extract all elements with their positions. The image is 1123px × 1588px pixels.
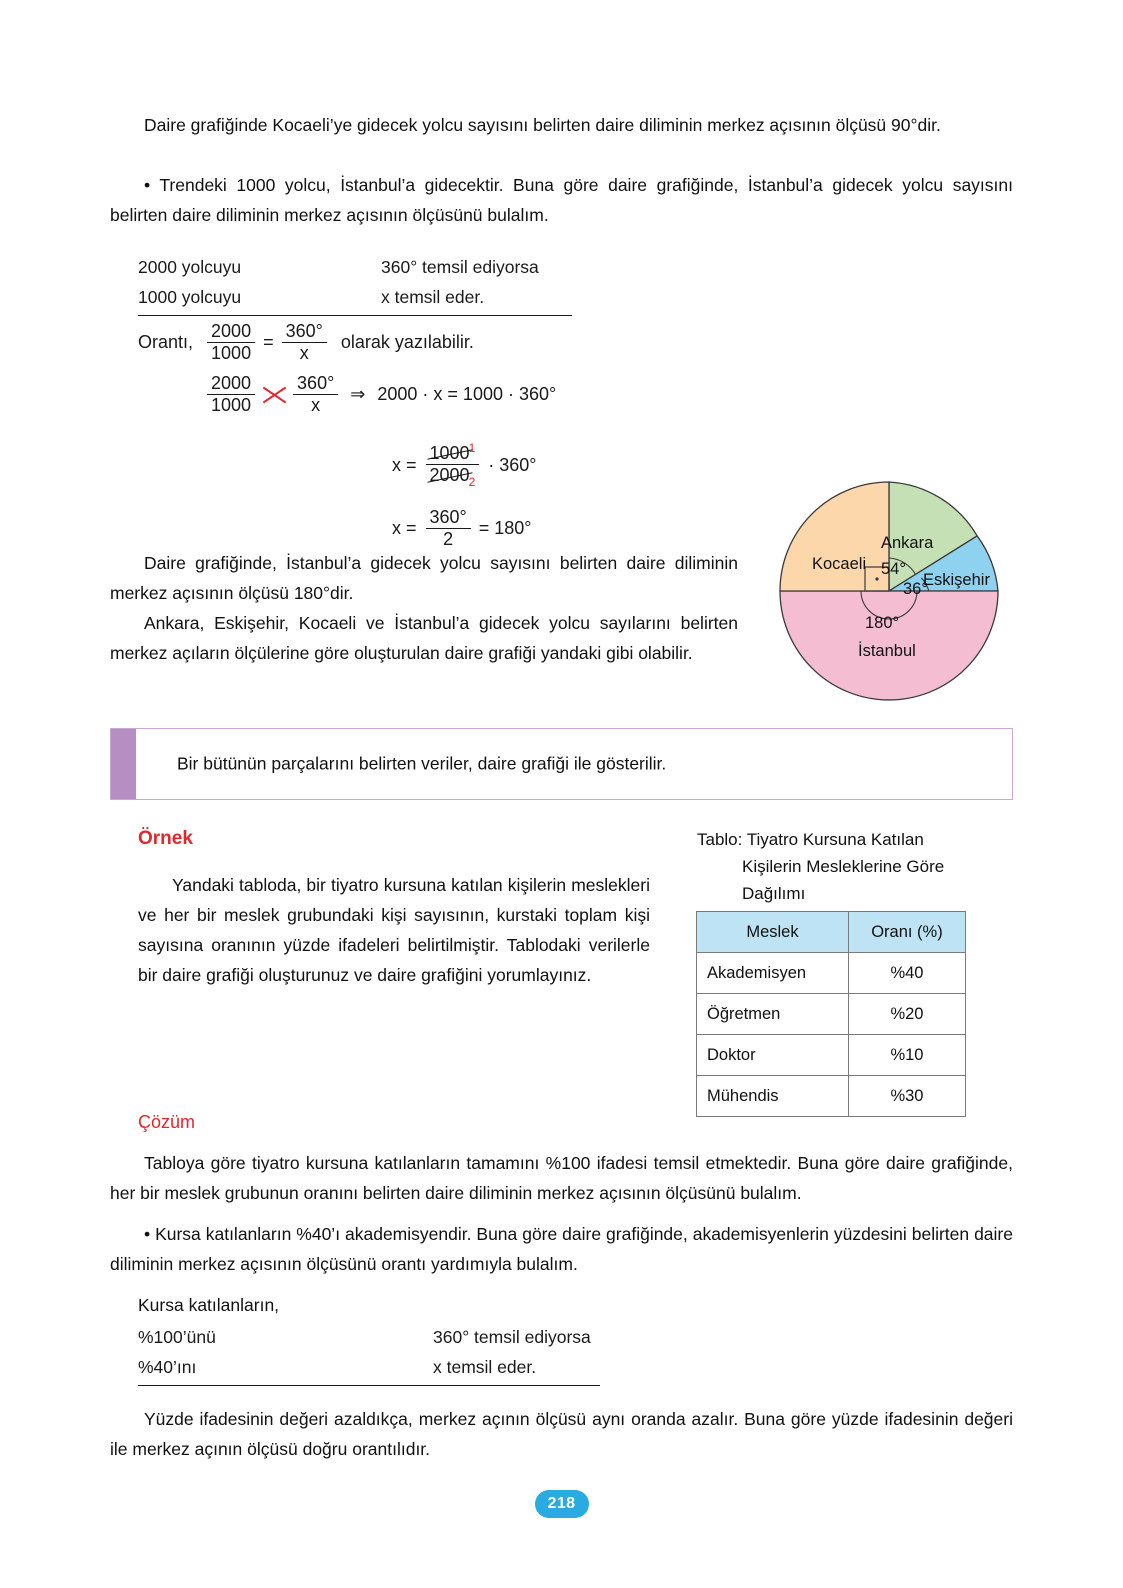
- table-row: [697, 953, 966, 994]
- proportion-block-2: [138, 1322, 600, 1386]
- table-cell-oran: %10: [848, 1035, 965, 1076]
- table-cell-meslek: Doktor: [697, 1035, 849, 1076]
- table-row: [697, 1035, 966, 1076]
- oranti-tail-text: olarak yazılabilir.: [340, 332, 474, 353]
- cross-num-right: 360°: [293, 374, 338, 395]
- pie-angle-54: 54°: [881, 560, 906, 578]
- proportion2-row-1-left: %100’ünü: [138, 1327, 216, 1347]
- intro-paragraph-1: Daire grafiğinde Kocaeli’ye gidecek yolcu sayısını belirten daire diliminin merkez açısının ölçüsü 90°dir.: [144, 115, 941, 135]
- proportion-row-2-left: 1000 yolcuyu: [138, 287, 242, 307]
- table-cell-meslek: Akademisyen: [697, 953, 849, 994]
- ornek-heading: Örnek: [138, 828, 193, 849]
- proportion-rule-2: [138, 1385, 600, 1386]
- step3-tail: = 180°: [478, 518, 532, 539]
- step2-den-strike: 2000: [429, 465, 470, 486]
- proportion2-row-1-right: 360° temsil ediyorsa: [433, 1327, 591, 1347]
- pie-label-istanbul: İstanbul: [858, 642, 916, 660]
- implies-arrow-icon: ⇒: [350, 384, 366, 405]
- info-callout-text: Bir bütünün parçalarını belirten veriler, daire grafiği ile gösterilir.: [177, 753, 667, 774]
- proportion-row-1-right: 360° temsil ediyorsa: [381, 257, 539, 277]
- step2-numerator: [426, 442, 480, 465]
- step3-fraction: [426, 508, 471, 550]
- cozum-paragraph-1: Tabloya göre tiyatro kursuna katılanların tamamını %100 ifadesi temsil etmektedir. Buna göre daire grafiğinde, her bir meslek grubunun oranını belirten daire diliminin merkez açısının ölçüsünü bulalım.: [110, 1153, 1013, 1203]
- table-cell-oran: %30: [848, 1076, 965, 1117]
- step3-numerator: 360°: [426, 508, 471, 529]
- proportion-row-1-left: 2000 yolcuyu: [138, 257, 242, 277]
- step2-fraction: [426, 442, 480, 489]
- proportion-row-2: [138, 282, 572, 312]
- cozum-paragraph-2: • Kursa katılanların %40’ı akademisyendir. Buna göre daire grafiğinde, akademisyenlerin yüzdesini belirten daire diliminin merkez açısının ölçüsünü orantı yardımıyla bulalım.: [110, 1224, 1013, 1274]
- proportion2-row-1: [138, 1322, 600, 1352]
- cross-num-left: 2000: [207, 374, 255, 395]
- pie-label-kocaeli: Kocaeli: [812, 555, 867, 573]
- step2-den-subscript: 2: [468, 475, 476, 490]
- oranti-label: Orantı,: [138, 332, 194, 353]
- proportion-block-1: [138, 252, 572, 316]
- step2-num-strike: 1000: [429, 443, 470, 463]
- info-callout-box: [110, 728, 1013, 800]
- math-step-simplify: [392, 442, 536, 489]
- proportion2-row-2: [138, 1352, 600, 1382]
- equals-sign-1: =: [263, 332, 274, 353]
- cross-fraction-left: [207, 374, 255, 416]
- cozum-heading: Çözüm: [138, 1112, 196, 1132]
- table-caption-line-1: Tablo: Tiyatro Kursuna Katılan: [697, 830, 924, 849]
- cozum-lead-text: Kursa katılanların,: [138, 1295, 280, 1315]
- table-caption-line-2: Kişilerin Mesleklerine Göre: [742, 857, 945, 876]
- proportion-row-1: [138, 252, 572, 282]
- step2-num-superscript: 1: [468, 441, 476, 455]
- table-cell-meslek: Öğretmen: [697, 994, 849, 1035]
- table-header-row: [697, 912, 966, 953]
- table-row: [697, 1076, 966, 1117]
- table-cell-meslek: Mühendis: [697, 1076, 849, 1117]
- cross-fraction-right: [293, 374, 338, 416]
- math-step-result: [392, 508, 532, 550]
- cross-den-right: x: [311, 395, 321, 416]
- cross-multiply-x-icon: [259, 378, 289, 412]
- table-header-meslek: Meslek: [697, 912, 849, 953]
- closing-paragraph: Yüzde ifadesinin değeri azaldıkça, merkez açının ölçüsü aynı oranda azalır. Buna göre yüzde ifadesinin değeri ile merkez açının ölçüsü doğru orantılıdır.: [110, 1409, 1013, 1459]
- oranti-num-right: 360°: [282, 322, 327, 343]
- intro-paragraph-2: • Trendeki 1000 yolcu, İstanbul’a gidecektir. Buna göre daire grafiğinde, İstanbul’a gidecek yolcu sayısını belirten daire diliminin merkez açısının ölçüsünü bulalım.: [110, 175, 1013, 225]
- step3-lhs: x =: [392, 518, 417, 539]
- proportion2-row-2-left: %40’ını: [138, 1357, 197, 1377]
- profession-distribution-table: [696, 911, 966, 1117]
- proportion2-row-2-right: x temsil eder.: [433, 1357, 537, 1377]
- pie-angle-36: 36°: [903, 580, 928, 598]
- info-accent-bar: [111, 729, 136, 799]
- pie-slice-kocaeli: [780, 482, 889, 591]
- table-caption: [697, 826, 997, 907]
- oranti-fraction-left: [207, 322, 255, 364]
- pie-chart: [776, 476, 1006, 708]
- oranti-fraction-right: [282, 322, 327, 364]
- step3-denominator: 2: [443, 529, 454, 550]
- step2-denominator: [426, 465, 480, 489]
- pie-label-eskisehir: Eskişehir: [923, 571, 990, 589]
- pie-chart-svg: [776, 476, 1006, 708]
- pie-label-ankara: Ankara: [881, 534, 934, 552]
- math-cross-multiply-line: [203, 374, 556, 416]
- cross-multiply-result: 2000 · x = 1000 · 360°: [377, 384, 557, 405]
- ornek-body-paragraph: Yandaki tabloda, bir tiyatro kursuna katılan kişilerin meslekleri ve her bir meslek grubundaki kişi sayısının, kurstaki toplam kişi sayısına oranının yüzde ifadeleri belirtilmiştir. Tablodaki verilerle bir daire grafiği oluşturunuz ve daire grafiğini yorumlayınız.: [138, 875, 650, 985]
- oranti-num-left: 2000: [207, 322, 255, 343]
- after-math-paragraph-1: Daire grafiğinde, İstanbul’a gidecek yolcu sayısını belirten daire diliminin merkez açısının ölçüsü 180°dir.: [110, 553, 738, 603]
- table-cell-oran: %20: [848, 994, 965, 1035]
- proportion-rule-1: [138, 315, 572, 316]
- proportion-row-2-right: x temsil eder.: [381, 287, 485, 307]
- math-oranti-line: [138, 322, 474, 364]
- table-row: [697, 994, 966, 1035]
- table-header-orani: Oranı (%): [848, 912, 965, 953]
- right-angle-dot-icon: [875, 577, 878, 580]
- step2-lhs: x =: [392, 454, 417, 475]
- oranti-den-left: 1000: [211, 343, 252, 364]
- table-cell-oran: %40: [848, 953, 965, 994]
- page-number-badge: 218: [535, 1490, 589, 1518]
- oranti-den-right: x: [299, 343, 309, 364]
- after-math-paragraph-2: Ankara, Eskişehir, Kocaeli ve İstanbul’a gidecek yolcu sayılarını belirten merkez açıların ölçülerine göre oluşturulan daire grafiği yandaki gibi olabilir.: [110, 613, 738, 663]
- pie-angle-180: 180°: [865, 614, 900, 632]
- table-caption-line-3: Dağılımı: [742, 884, 806, 903]
- cross-den-left: 1000: [211, 395, 252, 416]
- step2-tail: · 360°: [488, 454, 537, 475]
